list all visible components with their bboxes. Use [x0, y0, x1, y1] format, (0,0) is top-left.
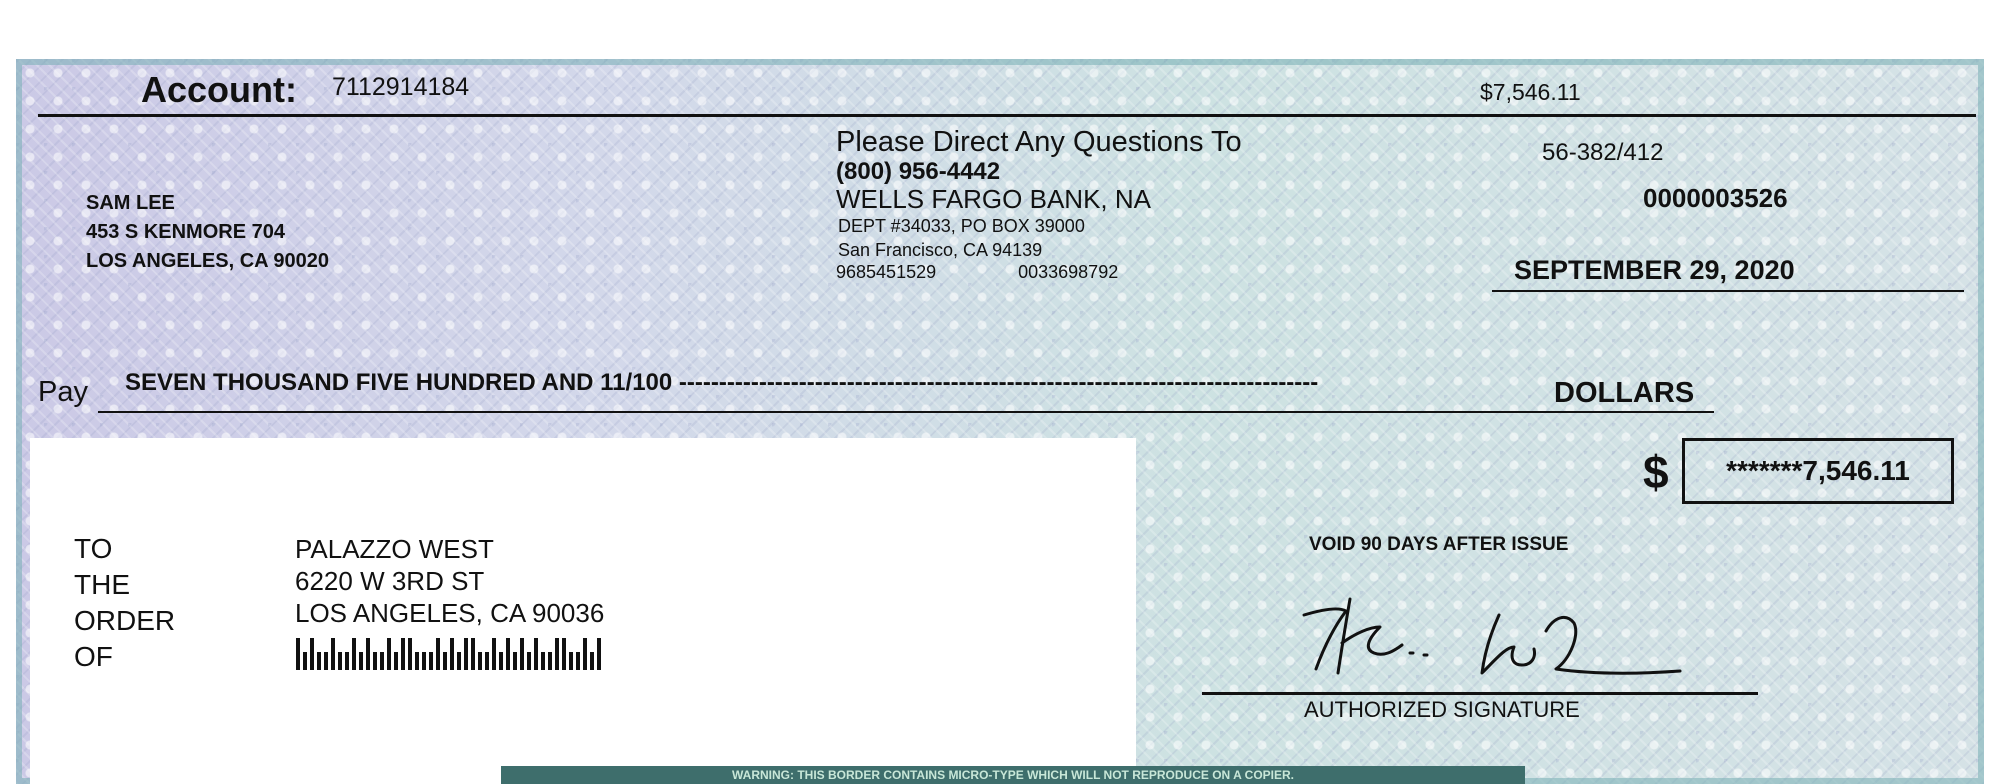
barcode-bar: [366, 638, 370, 670]
barcode-bar: [380, 652, 384, 670]
barcode-bar: [534, 638, 538, 670]
payee-name: PALAZZO WEST: [295, 534, 494, 564]
barcode-bar: [527, 652, 531, 670]
barcode-bar: [492, 638, 496, 670]
amount-value: *******7,546.11: [1726, 455, 1910, 486]
amount-in-words: SEVEN THOUSAND FIVE HUNDRED AND 11/100 --------------------------------------------------------------------------------: [125, 369, 1319, 396]
barcode-bar: [401, 638, 405, 670]
barcode-bar: [590, 652, 594, 670]
bank-address: [838, 214, 1085, 262]
bank-name: WELLS FARGO BANK, NA: [836, 184, 1151, 214]
account-number: 7112914184: [332, 73, 470, 101]
check-date: SEPTEMBER 29, 2020: [1514, 255, 1795, 285]
payee-panel: [30, 438, 1136, 784]
dollar-sign: $: [1643, 446, 1669, 498]
barcode-bar: [450, 638, 454, 670]
barcode-bar: [513, 652, 517, 670]
top-amount: $7,546.11: [1480, 79, 1581, 105]
bank-number-2: 0033698792: [1018, 262, 1119, 282]
barcode-bar: [338, 652, 342, 670]
date-rule: [1492, 290, 1964, 292]
header-rule: [38, 114, 1976, 117]
bank-questions: Please Direct Any Questions To: [836, 126, 1242, 158]
barcode-bar: [464, 638, 468, 670]
barcode-bar: [485, 652, 489, 670]
barcode-bar: [324, 652, 328, 670]
barcode-bar: [429, 652, 433, 670]
barcode-bar: [415, 652, 419, 670]
payer-address-line1: 453 S KENMORE 704: [86, 221, 285, 243]
payee-address-line1: 6220 W 3RD ST: [295, 566, 485, 596]
barcode-bar: [359, 652, 363, 670]
to-order-line2: THE: [74, 569, 130, 600]
barcode-bar: [583, 638, 587, 670]
postal-barcode: [296, 638, 641, 670]
account-label: Account:: [141, 69, 297, 110]
micro-type-border: [501, 766, 1525, 784]
micro-type-warning: WARNING: THIS BORDER CONTAINS MICRO-TYPE WHICH WILL NOT REPRODUCE ON A COPIER.: [732, 768, 1294, 782]
barcode-bar: [345, 652, 349, 670]
bank-address-line2: San Francisco, CA 94139: [838, 240, 1043, 260]
barcode-bar: [541, 652, 545, 670]
bank-number-1: 9685451529: [836, 262, 937, 282]
bank-address-line1: DEPT #34033, PO BOX 39000: [838, 216, 1085, 236]
payee-address-line2: LOS ANGELES, CA 90036: [295, 598, 605, 628]
payee-block: [295, 533, 604, 629]
amount-box: [1682, 438, 1954, 504]
barcode-bar: [548, 652, 552, 670]
barcode-bar: [373, 652, 377, 670]
authorized-signature-label: AUTHORIZED SIGNATURE: [1304, 697, 1580, 722]
pay-label: Pay: [38, 376, 88, 408]
barcode-bar: [576, 652, 580, 670]
barcode-bar: [520, 638, 524, 670]
barcode-bar: [597, 638, 601, 670]
bank-phone: (800) 956-4442: [836, 158, 1001, 185]
barcode-bar: [310, 638, 314, 670]
check-number: 0000003526: [1643, 183, 1788, 213]
dollars-label: DOLLARS: [1554, 377, 1695, 409]
payer-name: SAM LEE: [86, 192, 175, 214]
barcode-bar: [394, 652, 398, 670]
barcode-bar: [303, 652, 307, 670]
payer-block: [86, 189, 329, 276]
barcode-bar: [555, 638, 559, 670]
barcode-bar: [331, 638, 335, 670]
signature-image: [1284, 577, 1704, 697]
barcode-bar: [457, 652, 461, 670]
check: [16, 59, 1984, 784]
barcode-bar: [562, 638, 566, 670]
payer-address-line2: LOS ANGELES, CA 90020: [86, 250, 330, 272]
barcode-bar: [499, 652, 503, 670]
barcode-bar: [478, 652, 482, 670]
barcode-bar: [471, 638, 475, 670]
barcode-bar: [408, 638, 412, 670]
barcode-bar: [422, 652, 426, 670]
barcode-bar: [506, 638, 510, 670]
barcode-bar: [436, 638, 440, 670]
signature-rule: [1202, 692, 1758, 695]
to-order-line1: TO: [74, 533, 113, 564]
barcode-bar: [387, 638, 391, 670]
barcode-bar: [317, 652, 321, 670]
barcode-bar: [296, 638, 300, 670]
barcode-bar: [569, 652, 573, 670]
routing-fraction: 56-382/412: [1542, 139, 1664, 166]
void-notice: VOID 90 DAYS AFTER ISSUE: [1309, 534, 1569, 555]
to-the-order-of: [74, 531, 175, 675]
pay-line-rule: [98, 411, 1714, 413]
bank-numbers: [836, 262, 1118, 283]
to-order-line4: OF: [74, 641, 113, 672]
barcode-bar: [443, 652, 447, 670]
to-order-line3: ORDER: [74, 605, 176, 636]
barcode-bar: [352, 638, 356, 670]
